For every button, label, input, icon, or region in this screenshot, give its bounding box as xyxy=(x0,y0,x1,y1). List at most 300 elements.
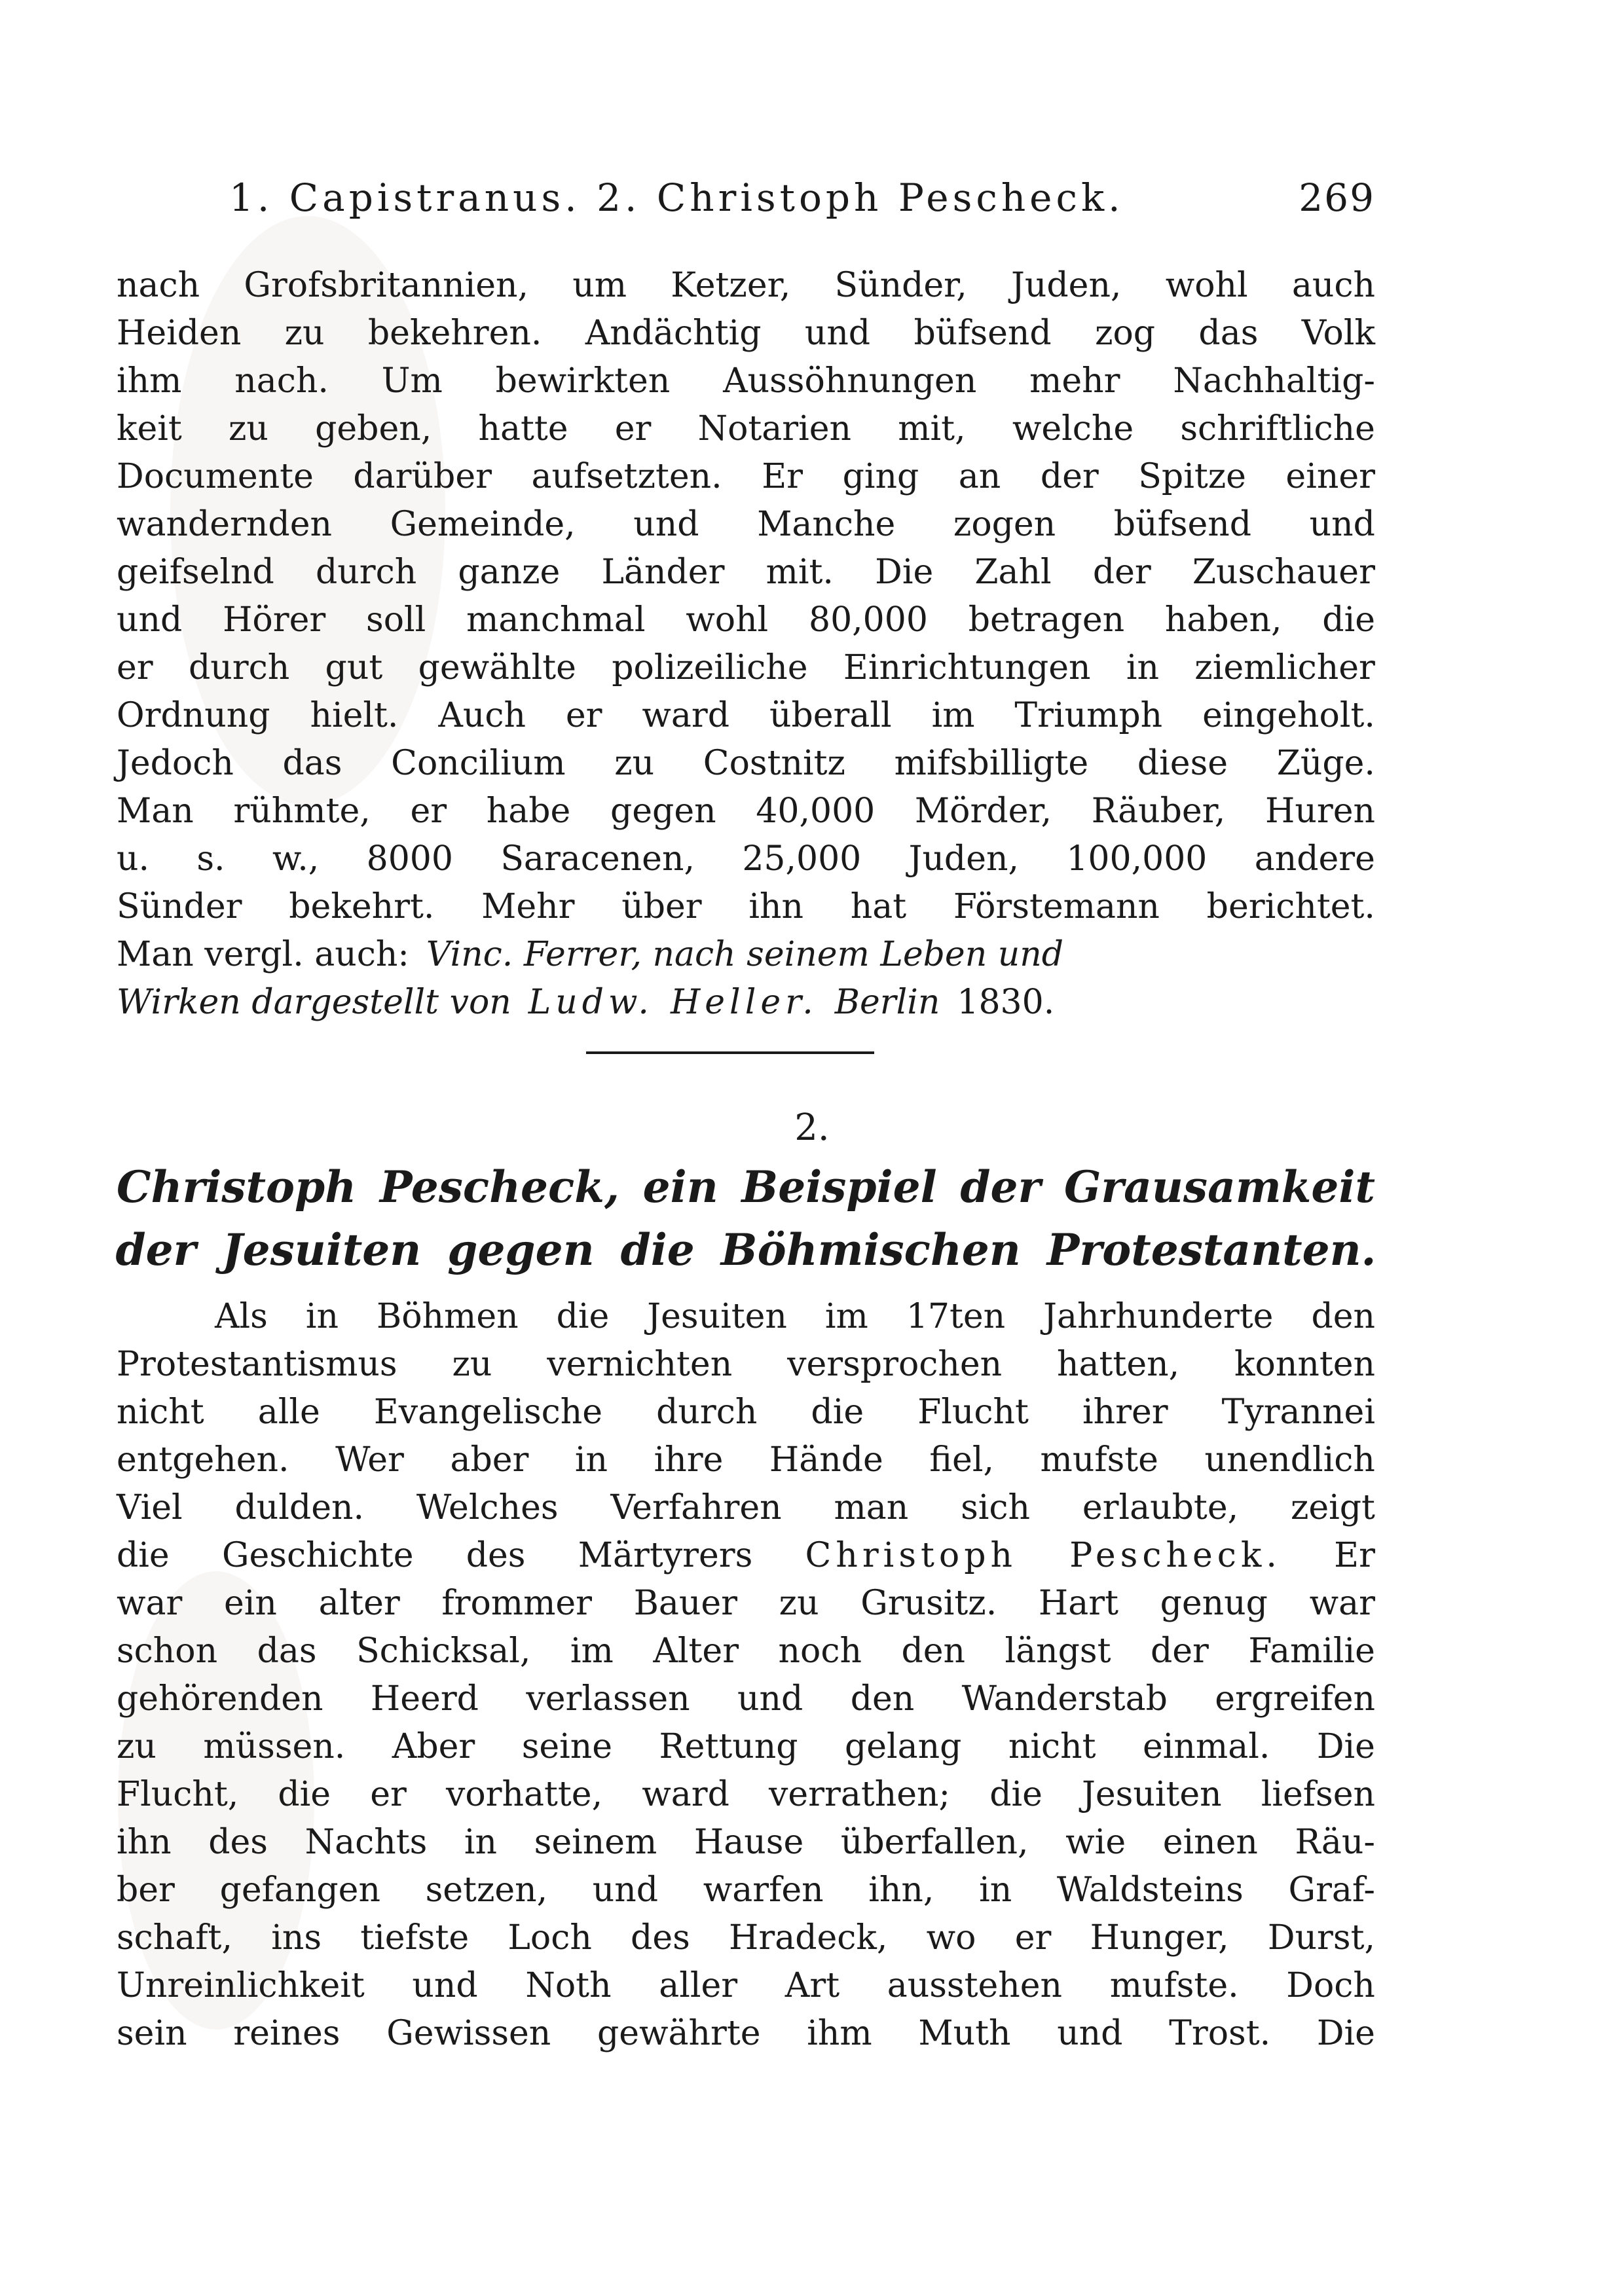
word: er xyxy=(370,1775,407,1814)
word: einen xyxy=(1162,1823,1258,1862)
word: aber xyxy=(450,1440,529,1480)
word: Evangelische xyxy=(373,1393,603,1432)
text-line xyxy=(117,1389,1375,1436)
word: sich xyxy=(961,1488,1031,1527)
word: schon xyxy=(117,1631,218,1671)
word: 40,000 xyxy=(756,792,876,831)
word: Saracenen, xyxy=(500,839,695,879)
word: ganze xyxy=(458,553,561,592)
word: Welches xyxy=(416,1488,559,1527)
word: Triumph xyxy=(1014,696,1163,735)
word: ihn xyxy=(117,1823,172,1862)
word: nach. xyxy=(234,361,329,401)
word: und xyxy=(633,505,699,544)
word: Huren xyxy=(1265,792,1375,831)
word: Christoph xyxy=(117,1161,357,1212)
word: Die xyxy=(1316,2014,1375,2053)
word: frommer xyxy=(441,1584,593,1623)
word: betragen xyxy=(968,600,1125,640)
word: Die xyxy=(1316,1727,1375,1766)
word: unendlich xyxy=(1204,1440,1375,1480)
word: Zahl xyxy=(974,553,1052,592)
word: manchmal xyxy=(466,600,646,640)
word: setzen, xyxy=(425,1870,548,1910)
word: der xyxy=(115,1224,196,1275)
word: und xyxy=(737,1679,803,1719)
word: wandernden xyxy=(117,505,332,544)
word: zeigt xyxy=(1290,1488,1375,1527)
word: wie xyxy=(1065,1823,1126,1862)
word: Tyrannei xyxy=(1221,1393,1375,1432)
word: gegen xyxy=(447,1224,595,1275)
word: Doch xyxy=(1286,1966,1375,2005)
word: Nachts xyxy=(304,1823,428,1862)
word: aufsetzten. xyxy=(531,457,722,496)
word: seine xyxy=(521,1727,613,1766)
section-title-line xyxy=(117,1218,1375,1281)
section-divider xyxy=(586,1051,874,1054)
word: Art xyxy=(784,1966,840,2005)
word: alle xyxy=(257,1393,320,1432)
word: nicht xyxy=(1008,1727,1096,1766)
running-header-title: 1. Capistranus. 2. Christoph Pescheck. xyxy=(229,175,1124,220)
word: alter xyxy=(318,1584,400,1623)
word: zogen xyxy=(953,505,1056,544)
text-line xyxy=(117,1962,1375,2010)
word: Durst, xyxy=(1267,1918,1375,1958)
word: mufste xyxy=(1040,1440,1158,1480)
word: Ludw. xyxy=(528,983,654,1022)
word: liefsen xyxy=(1261,1775,1375,1814)
word: Um xyxy=(381,361,443,401)
word: 1830. xyxy=(957,983,1055,1022)
word: des xyxy=(466,1536,526,1575)
word: ausstehen xyxy=(887,1966,1063,2005)
word: in xyxy=(464,1823,498,1862)
word: Spitze xyxy=(1138,457,1246,496)
text-line xyxy=(117,262,1375,310)
text-line xyxy=(117,692,1375,740)
word: ward xyxy=(642,696,730,735)
word: diese xyxy=(1137,744,1228,783)
text-line xyxy=(117,1867,1375,1914)
word: Documente xyxy=(117,457,314,496)
word: Hart xyxy=(1038,1584,1118,1623)
text-line xyxy=(117,931,1375,979)
word: ber xyxy=(117,1870,175,1910)
word: Hause xyxy=(693,1823,804,1862)
text-line xyxy=(117,501,1375,549)
word: war xyxy=(1309,1584,1375,1623)
word: das xyxy=(257,1631,317,1671)
word: durch xyxy=(188,648,290,687)
word: der xyxy=(1040,457,1099,496)
word: konnten xyxy=(1234,1345,1375,1384)
word: darüber xyxy=(353,457,492,496)
word: bekehrt. xyxy=(289,887,435,926)
word: und xyxy=(117,600,183,640)
word: geben, xyxy=(315,409,432,448)
word: Jedoch xyxy=(117,744,234,783)
word: s. xyxy=(196,839,225,879)
word: Sünder, xyxy=(834,266,967,305)
word: 17ten xyxy=(906,1297,1006,1336)
word: der xyxy=(1150,1631,1209,1671)
word: einmal. xyxy=(1143,1727,1270,1766)
word: Costnitz xyxy=(703,744,845,783)
word: Jesuiten xyxy=(222,1224,422,1275)
word: mufste. xyxy=(1109,1966,1239,2005)
word: und xyxy=(1309,505,1375,544)
word: 8000 xyxy=(366,839,453,879)
word: Viel xyxy=(117,1488,183,1527)
word: Pescheck, xyxy=(379,1161,619,1212)
word: Mehr xyxy=(481,887,575,926)
word: Jesuiten xyxy=(647,1297,787,1336)
word: versprochen xyxy=(787,1345,1003,1384)
word: dulden. xyxy=(234,1488,365,1527)
word: Einrichtungen xyxy=(843,648,1091,687)
word: seinem xyxy=(534,1823,657,1862)
word: Grofsbritannien, xyxy=(244,266,529,305)
word: hatte xyxy=(478,409,568,448)
word: ging xyxy=(842,457,919,496)
word: hielt. xyxy=(310,696,399,735)
running-header xyxy=(229,175,1375,220)
word: Züge. xyxy=(1276,744,1375,783)
word: Andächtig xyxy=(585,314,762,353)
word: an xyxy=(958,457,1001,496)
word: Gemeinde, xyxy=(390,505,576,544)
text-line xyxy=(117,644,1375,692)
word: Er xyxy=(1334,1536,1375,1575)
word: das xyxy=(282,744,342,783)
word: gefangen xyxy=(219,1870,380,1910)
text-line xyxy=(117,740,1375,788)
word: über xyxy=(621,887,702,926)
word: die xyxy=(556,1297,610,1336)
word: verrathen; xyxy=(769,1775,951,1814)
word: gelang xyxy=(844,1727,962,1766)
word: durch xyxy=(315,553,417,592)
word: genug xyxy=(1160,1584,1268,1623)
word: Böhmischen xyxy=(720,1224,1021,1275)
text-line xyxy=(117,1819,1375,1867)
page-number: 269 xyxy=(1299,175,1375,220)
word: bewirkten xyxy=(495,361,671,401)
text-line xyxy=(117,1628,1375,1675)
text-line xyxy=(117,2010,1375,2058)
word: Schicksal, xyxy=(356,1631,531,1671)
word: Man vergl. auch: xyxy=(117,935,409,974)
paragraph-capistranus xyxy=(117,262,1375,1027)
word: ihm xyxy=(117,361,182,401)
word: Aussöhnungen xyxy=(723,361,977,401)
word: Grausamkeit xyxy=(1064,1161,1375,1212)
word: Zuschauer xyxy=(1192,553,1375,592)
word: bekehren. xyxy=(367,314,542,353)
section-title-line xyxy=(117,1156,1375,1218)
word: ins xyxy=(271,1918,322,1958)
text-line xyxy=(117,405,1375,453)
word: vernichten xyxy=(547,1345,733,1384)
word: ward xyxy=(642,1775,729,1814)
word: Aber xyxy=(392,1727,475,1766)
word: Als xyxy=(215,1297,268,1336)
word: überall xyxy=(769,696,892,735)
paragraph-pescheck xyxy=(117,1293,1375,2058)
word: Graf- xyxy=(1288,1870,1375,1910)
word: Hradeck, xyxy=(729,1918,888,1958)
word: Ketzer, xyxy=(671,266,791,305)
word: Er xyxy=(762,457,803,496)
word: Hunger, xyxy=(1090,1918,1229,1958)
word: andere xyxy=(1254,839,1375,879)
text-line xyxy=(117,596,1375,644)
word: und xyxy=(412,1966,478,2005)
word: Böhmen xyxy=(377,1297,519,1336)
word: die xyxy=(620,1224,695,1275)
text-line xyxy=(117,788,1375,835)
word: die xyxy=(989,1775,1043,1814)
word: welche xyxy=(1012,409,1134,448)
word: tiefste xyxy=(360,1918,470,1958)
word: verlassen xyxy=(526,1679,690,1719)
word: er xyxy=(614,409,652,448)
word: Juden, xyxy=(1011,266,1122,305)
word: mifsbilligte xyxy=(894,744,1089,783)
word: Beispiel xyxy=(741,1161,937,1212)
word: zu xyxy=(229,409,268,448)
word: die xyxy=(278,1775,331,1814)
word: geifselnd xyxy=(117,553,274,592)
word: Auch xyxy=(438,696,526,735)
word: und xyxy=(804,314,871,353)
word: Ordnung xyxy=(117,696,270,735)
word: er xyxy=(1014,1918,1052,1958)
word: Räu- xyxy=(1295,1823,1375,1862)
text-line xyxy=(117,1771,1375,1819)
word: Man xyxy=(117,792,194,831)
word: Trost. xyxy=(1169,2014,1271,2053)
word: aller xyxy=(659,1966,738,2005)
word: entgehen. xyxy=(117,1440,289,1480)
text-line xyxy=(117,979,1375,1027)
word: und xyxy=(592,1870,659,1910)
word: haben, xyxy=(1164,600,1282,640)
word: Alter xyxy=(653,1631,739,1671)
word: Heerd xyxy=(370,1679,479,1719)
word: im xyxy=(931,696,975,735)
text-line xyxy=(117,1484,1375,1532)
word: in xyxy=(979,1870,1012,1910)
word: Länder xyxy=(601,553,725,592)
word: Wanderstab xyxy=(961,1679,1168,1719)
word: erlaubte, xyxy=(1082,1488,1239,1527)
text-line xyxy=(117,1436,1375,1484)
word: nicht xyxy=(117,1393,204,1432)
word: Pescheck. xyxy=(1069,1536,1282,1575)
word: berichtet. xyxy=(1206,887,1375,926)
word: ihm xyxy=(807,2014,872,2053)
word: auch xyxy=(1291,266,1375,305)
word: büfsend xyxy=(1113,505,1252,544)
text-line xyxy=(117,1532,1375,1580)
word: Wirken dargestellt von xyxy=(117,983,511,1022)
word: Berlin xyxy=(834,983,940,1022)
word: die xyxy=(1322,600,1375,640)
word: 100,000 xyxy=(1066,839,1208,879)
word: Mörder, xyxy=(914,792,1052,831)
word: Geschichte xyxy=(221,1536,414,1575)
word: man xyxy=(834,1488,909,1527)
word: des xyxy=(208,1823,268,1862)
word: Vinc. Ferrer, nach seinem Leben und xyxy=(426,935,1063,974)
word: im xyxy=(570,1631,614,1671)
text-line xyxy=(117,1723,1375,1771)
word: einer xyxy=(1285,457,1375,496)
word: sein xyxy=(117,2014,187,2053)
section-number: 2. xyxy=(794,1106,830,1149)
word: Unreinlichkeit xyxy=(117,1966,365,2005)
word: ihn xyxy=(748,887,804,926)
word: büfsend xyxy=(913,314,1052,353)
word: ein xyxy=(224,1584,277,1623)
word: warfen xyxy=(703,1870,824,1910)
word: das xyxy=(1198,314,1259,353)
word: zu xyxy=(117,1727,157,1766)
word: soll xyxy=(366,600,426,640)
word: Förstemann xyxy=(953,887,1160,926)
text-line xyxy=(117,453,1375,501)
word: durch xyxy=(656,1393,758,1432)
word: 25,000 xyxy=(742,839,862,879)
word: reines xyxy=(233,2014,341,2053)
word: müssen. xyxy=(203,1727,346,1766)
word: Verfahren xyxy=(610,1488,782,1527)
word: ihn, xyxy=(868,1870,934,1910)
text-line xyxy=(117,1580,1375,1628)
word: wo xyxy=(926,1918,976,1958)
text-line xyxy=(117,1675,1375,1723)
word: Noth xyxy=(525,1966,612,2005)
word: nach xyxy=(117,266,200,305)
word: habe xyxy=(486,792,571,831)
word: Hörer xyxy=(223,600,326,640)
word: Loch xyxy=(507,1918,592,1958)
word: Grusitz. xyxy=(860,1584,997,1623)
text-line xyxy=(117,835,1375,883)
text-line xyxy=(117,357,1375,405)
word: Wer xyxy=(335,1440,404,1480)
word: zu xyxy=(452,1345,492,1384)
word: der xyxy=(1092,553,1151,592)
word: im xyxy=(824,1297,868,1336)
word: in xyxy=(305,1297,339,1336)
word: Notarien xyxy=(697,409,852,448)
word: fiel, xyxy=(929,1440,994,1480)
word: Heller. xyxy=(670,983,818,1022)
word: gehörenden xyxy=(117,1679,323,1719)
word: des xyxy=(631,1918,690,1958)
word: Märtyrers xyxy=(578,1536,753,1575)
word: mit, xyxy=(898,409,966,448)
word: längst xyxy=(1005,1631,1111,1671)
word: keit xyxy=(117,409,182,448)
word: Hände xyxy=(769,1440,883,1480)
word: Flucht, xyxy=(117,1775,239,1814)
text-line xyxy=(117,1293,1375,1341)
word: den xyxy=(901,1631,966,1671)
word: schaft, xyxy=(117,1918,232,1958)
word: Christoph xyxy=(805,1536,1017,1575)
word: war xyxy=(117,1584,183,1623)
word: wohl xyxy=(1165,266,1248,305)
word: Juden, xyxy=(908,839,1020,879)
word: er xyxy=(410,792,447,831)
word: hat xyxy=(850,887,907,926)
word: u. xyxy=(117,839,150,879)
word: den xyxy=(850,1679,915,1719)
word: gut xyxy=(325,648,383,687)
word: hatten, xyxy=(1057,1345,1180,1384)
word: zog xyxy=(1095,314,1156,353)
word: zu xyxy=(284,314,325,353)
word: mehr xyxy=(1029,361,1120,401)
word: er xyxy=(565,696,602,735)
word: ein xyxy=(642,1161,718,1212)
word: gegen xyxy=(610,792,716,831)
word: ihre xyxy=(654,1440,724,1480)
section-title xyxy=(117,1156,1375,1281)
word: Sünder xyxy=(117,887,242,926)
word: Manche xyxy=(757,505,896,544)
word: ihrer xyxy=(1082,1393,1168,1432)
word: Flucht xyxy=(917,1393,1029,1432)
word: Nachhaltig- xyxy=(1173,361,1375,401)
word: um xyxy=(572,266,627,305)
word: gewährte xyxy=(597,2014,761,2053)
word: vorhatte, xyxy=(445,1775,603,1814)
word: zu xyxy=(779,1584,819,1623)
word: und xyxy=(1057,2014,1123,2053)
word: Familie xyxy=(1248,1631,1375,1671)
word: in xyxy=(1126,648,1159,687)
word: Protestantismus xyxy=(117,1345,397,1384)
word: Volk xyxy=(1301,314,1375,353)
word: er xyxy=(117,648,153,687)
word: Concilium xyxy=(391,744,566,783)
text-line xyxy=(117,549,1375,596)
word: Gewissen xyxy=(386,2014,551,2053)
word: polizeiliche xyxy=(612,648,808,687)
text-line xyxy=(117,310,1375,357)
word: Muth xyxy=(918,2014,1011,2053)
word: rühmte, xyxy=(233,792,371,831)
word: Die xyxy=(875,553,934,592)
word: Protestanten. xyxy=(1046,1224,1376,1275)
word: Jahrhunderte xyxy=(1043,1297,1274,1336)
word: die xyxy=(117,1536,170,1575)
word: Jesuiten xyxy=(1082,1775,1222,1814)
text-line xyxy=(117,883,1375,931)
word: gewählte xyxy=(418,648,576,687)
word: Waldsteins xyxy=(1056,1870,1244,1910)
word: überfallen, xyxy=(840,1823,1029,1862)
word: mit. xyxy=(766,553,834,592)
word: ziemlicher xyxy=(1194,648,1375,687)
word: 80,000 xyxy=(808,600,928,640)
